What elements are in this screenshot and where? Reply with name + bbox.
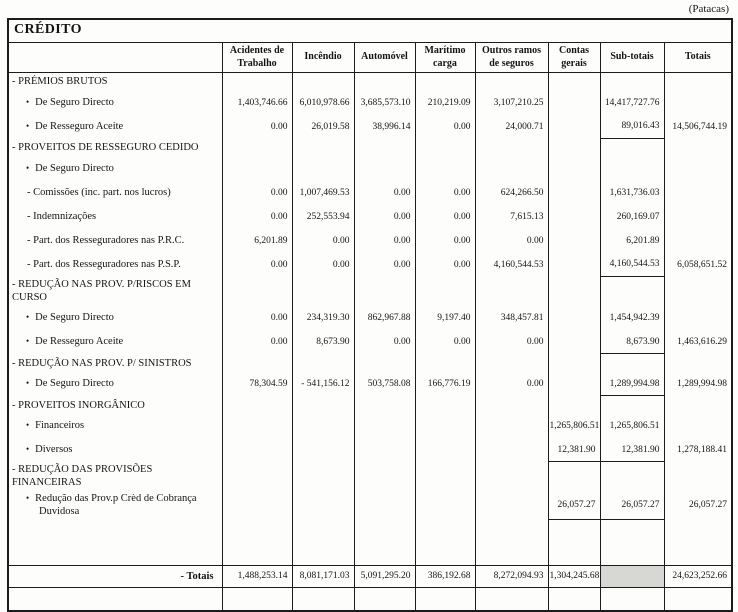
value-cell: 210,219.09 [415, 91, 475, 115]
value-cell: 0.00 [415, 229, 475, 253]
value-cell [600, 139, 664, 157]
value-cell [292, 157, 354, 181]
row-label [8, 414, 222, 438]
section-row [8, 73, 732, 91]
value-cell: 1,463,616.29 [664, 330, 732, 354]
column-header-row [8, 43, 732, 73]
value-cell: 0.00 [292, 229, 354, 253]
value-cell: 1,403,746.66 [222, 91, 292, 115]
table-title-row [8, 19, 732, 43]
value-cell: 0.00 [415, 205, 475, 229]
credit-table [7, 18, 733, 612]
value-cell: 0.00 [415, 253, 475, 277]
value-cell: 260,169.07 [600, 205, 664, 229]
row-label-text: De Seguro Directo [35, 162, 114, 174]
value-cell: 0.00 [475, 372, 548, 396]
value-cell: 0.00 [415, 181, 475, 205]
row-label: - PRÉMIOS BRUTOS [8, 73, 222, 91]
value-cell [415, 491, 475, 519]
value-cell [354, 519, 415, 565]
value-cell: 4,160,544.53 [600, 253, 664, 277]
value-cell: 0.00 [222, 205, 292, 229]
value-cell: 78,304.59 [222, 372, 292, 396]
value-cell [548, 139, 600, 157]
bullet-icon: • [26, 444, 30, 455]
table-row [8, 587, 732, 611]
value-cell [600, 354, 664, 372]
value-cell [222, 277, 292, 306]
value-cell [222, 396, 292, 414]
value-cell [664, 354, 732, 372]
value-cell: 1,631,736.03 [600, 181, 664, 205]
column-header-maritimo: Marítimo carga [415, 43, 475, 73]
row-label-text: De Resseguro Aceite [35, 336, 124, 348]
row-label [8, 115, 222, 139]
value-cell [354, 438, 415, 462]
value-cell [664, 73, 732, 91]
value-cell [548, 253, 600, 277]
value-cell: 0.00 [415, 330, 475, 354]
value-cell: 166,776.19 [415, 372, 475, 396]
bullet-icon: • [26, 162, 30, 173]
value-cell [292, 396, 354, 414]
value-cell: 24,000.71 [475, 115, 548, 139]
value-cell [222, 73, 292, 91]
value-cell: 6,010,978.66 [292, 91, 354, 115]
value-cell [548, 330, 600, 354]
table-row [8, 253, 732, 277]
value-cell [600, 396, 664, 414]
value-cell: 234,319.30 [292, 306, 354, 330]
row-label: - Totais [8, 565, 222, 587]
row-label-text: Financeiros [35, 420, 85, 432]
value-cell: 1,278,188.41 [664, 438, 732, 462]
value-cell [415, 438, 475, 462]
value-cell [292, 519, 354, 565]
value-cell: 0.00 [292, 253, 354, 277]
column-header-outros-ramos: Outros ramos de seguros [475, 43, 548, 73]
totals-row [8, 565, 732, 587]
table-row [8, 205, 732, 229]
value-cell [475, 491, 548, 519]
value-cell: 8,673.90 [292, 330, 354, 354]
row-label [8, 519, 222, 565]
value-cell: 1,289,994.98 [664, 372, 732, 396]
value-cell: 26,057.27 [600, 491, 664, 519]
value-cell [664, 414, 732, 438]
value-cell [548, 205, 600, 229]
value-cell [664, 157, 732, 181]
value-cell: 1,304,245.68 [548, 565, 600, 587]
value-cell [415, 396, 475, 414]
row-label-text: De Seguro Directo [35, 378, 114, 390]
value-cell [415, 139, 475, 157]
column-header-incendio: Incêndio [292, 43, 354, 73]
value-cell [292, 139, 354, 157]
value-cell [475, 396, 548, 414]
column-header-acidentes: Acidentes de Trabalho [222, 43, 292, 73]
value-cell: 8,272,094.93 [475, 565, 548, 587]
row-label-text: Redução das Prov.p Crèd de Cobrança Duvidosa [35, 493, 197, 518]
value-cell [664, 205, 732, 229]
row-label [8, 157, 222, 181]
value-cell [548, 115, 600, 139]
value-cell: 8,673.90 [600, 330, 664, 354]
value-cell [600, 565, 664, 587]
value-cell: 0.00 [222, 306, 292, 330]
value-cell: 0.00 [222, 115, 292, 139]
row-label-text: De Seguro Directo [35, 96, 114, 108]
value-cell [548, 277, 600, 306]
table-row [8, 414, 732, 438]
value-cell [222, 139, 292, 157]
value-cell [354, 414, 415, 438]
row-label: - REDUÇÃO NAS PROV. P/ SINISTROS [8, 354, 222, 372]
row-label: - Part. dos Resseguradores nas P.R.C. [8, 229, 222, 253]
table-row [8, 330, 732, 354]
row-label: - PROVEITOS DE RESSEGURO CEDIDO [8, 139, 222, 157]
section-row [8, 354, 732, 372]
value-cell [292, 462, 354, 491]
value-cell [475, 414, 548, 438]
value-cell [354, 157, 415, 181]
value-cell [548, 462, 600, 491]
value-cell: 4,160,544.53 [475, 253, 548, 277]
row-label [8, 438, 222, 462]
value-cell [548, 73, 600, 91]
row-label-text: De Seguro Directo [35, 312, 114, 324]
value-cell [664, 277, 732, 306]
value-cell: 1,007,469.53 [292, 181, 354, 205]
value-cell: 26,057.27 [664, 491, 732, 519]
table-row [8, 438, 732, 462]
row-label: - Comissões (inc. part. nos lucros) [8, 181, 222, 205]
value-cell: 0.00 [354, 330, 415, 354]
value-cell [354, 73, 415, 91]
value-cell: 503,758.08 [354, 372, 415, 396]
value-cell: 862,967.88 [354, 306, 415, 330]
value-cell [475, 462, 548, 491]
value-cell [292, 354, 354, 372]
value-cell: 1,488,253.14 [222, 565, 292, 587]
value-cell: 1,265,806.51 [548, 414, 600, 438]
value-cell [222, 462, 292, 491]
column-header-contas-gerais: Contas gerais [548, 43, 600, 73]
value-cell [548, 354, 600, 372]
value-cell [548, 372, 600, 396]
value-cell [222, 157, 292, 181]
value-cell: 9,197.40 [415, 306, 475, 330]
value-cell [415, 157, 475, 181]
value-cell: 1,454,942.39 [600, 306, 664, 330]
value-cell [600, 587, 664, 611]
value-cell [415, 587, 475, 611]
value-cell [664, 229, 732, 253]
bullet-icon: • [26, 120, 30, 131]
value-cell: 38,996.14 [354, 115, 415, 139]
value-cell [292, 587, 354, 611]
value-cell [354, 462, 415, 491]
row-label [8, 491, 222, 519]
value-cell [354, 491, 415, 519]
value-cell: 252,553.94 [292, 205, 354, 229]
value-cell [415, 414, 475, 438]
bullet-icon: • [26, 96, 30, 107]
value-cell [292, 277, 354, 306]
row-label: - Indemnizações [8, 205, 222, 229]
value-cell [354, 396, 415, 414]
value-cell [600, 277, 664, 306]
value-cell [415, 519, 475, 565]
value-cell [475, 519, 548, 565]
value-cell [475, 277, 548, 306]
table-row [8, 229, 732, 253]
value-cell [415, 354, 475, 372]
value-cell [600, 73, 664, 91]
value-cell [664, 139, 732, 157]
value-cell [475, 587, 548, 611]
value-cell [354, 587, 415, 611]
value-cell: 5,091,295.20 [354, 565, 415, 587]
value-cell: 89,016.43 [600, 115, 664, 139]
value-cell [475, 354, 548, 372]
value-cell: 348,457.81 [475, 306, 548, 330]
value-cell: 14,506,744.19 [664, 115, 732, 139]
value-cell [548, 229, 600, 253]
value-cell [354, 277, 415, 306]
value-cell [222, 438, 292, 462]
value-cell [548, 587, 600, 611]
value-cell [292, 438, 354, 462]
value-cell: 0.00 [475, 330, 548, 354]
table-row [8, 306, 732, 330]
row-label: - REDUÇÃO DAS PROVISÕES FINANCEIRAS [8, 462, 222, 491]
value-cell [664, 587, 732, 611]
column-header-empty [8, 43, 222, 73]
value-cell [292, 414, 354, 438]
value-cell: 3,685,573.10 [354, 91, 415, 115]
section-row [8, 277, 732, 306]
value-cell [222, 519, 292, 565]
value-cell [548, 306, 600, 330]
value-cell: 7,615.13 [475, 205, 548, 229]
value-cell [600, 462, 664, 491]
value-cell: 24,623,252.66 [664, 565, 732, 587]
value-cell: 6,201.89 [600, 229, 664, 253]
value-cell: 386,192.68 [415, 565, 475, 587]
value-cell: 0.00 [354, 205, 415, 229]
value-cell [222, 414, 292, 438]
bullet-icon: • [26, 336, 30, 347]
table-title: CRÉDITO [8, 19, 732, 43]
value-cell [664, 181, 732, 205]
value-cell [415, 277, 475, 306]
row-label: - Part. dos Resseguradores nas P.S.P. [8, 253, 222, 277]
value-cell: 0.00 [222, 330, 292, 354]
column-header-sub-totais: Sub-totais [600, 43, 664, 73]
row-label: - PROVEITOS INORGÂNICO [8, 396, 222, 414]
value-cell [354, 139, 415, 157]
row-label: - REDUÇÃO NAS PROV. P/RISCOS EM CURSO [8, 277, 222, 306]
value-cell [292, 491, 354, 519]
value-cell: 0.00 [222, 253, 292, 277]
bullet-icon: • [26, 493, 30, 503]
bullet-icon: • [26, 312, 30, 323]
row-label [8, 91, 222, 115]
row-label [8, 587, 222, 611]
currency-unit-note: (Patacas) [688, 3, 729, 15]
table-row [8, 372, 732, 396]
value-cell [548, 157, 600, 181]
row-label [8, 372, 222, 396]
value-cell: 12,381.90 [548, 438, 600, 462]
value-cell [664, 91, 732, 115]
value-cell [475, 157, 548, 181]
value-cell: 0.00 [354, 229, 415, 253]
table-body [8, 73, 732, 612]
bullet-icon: • [26, 378, 30, 389]
value-cell [548, 181, 600, 205]
value-cell: 0.00 [354, 181, 415, 205]
value-cell: 0.00 [415, 115, 475, 139]
section-row [8, 139, 732, 157]
value-cell [600, 519, 664, 565]
value-cell: 0.00 [475, 229, 548, 253]
value-cell [548, 91, 600, 115]
table-row [8, 91, 732, 115]
value-cell [222, 354, 292, 372]
row-label [8, 330, 222, 354]
value-cell [354, 354, 415, 372]
value-cell [415, 73, 475, 91]
value-cell [664, 396, 732, 414]
value-cell [222, 491, 292, 519]
table-row [8, 115, 732, 139]
table-row [8, 491, 732, 519]
section-row [8, 396, 732, 414]
section-row [8, 462, 732, 491]
value-cell: 6,058,651.52 [664, 253, 732, 277]
value-cell [415, 462, 475, 491]
bullet-icon: • [26, 420, 30, 431]
value-cell: 14,417,727.76 [600, 91, 664, 115]
column-header-automovel: Automóvel [354, 43, 415, 73]
value-cell [292, 73, 354, 91]
row-label [8, 306, 222, 330]
value-cell: 26,057.27 [548, 491, 600, 519]
value-cell: 26,019.58 [292, 115, 354, 139]
table-row [8, 519, 732, 565]
value-cell [600, 157, 664, 181]
value-cell: 6,201.89 [222, 229, 292, 253]
value-cell: - 541,156.12 [292, 372, 354, 396]
value-cell: 624,266.50 [475, 181, 548, 205]
table-row [8, 157, 732, 181]
value-cell [475, 73, 548, 91]
value-cell: 0.00 [222, 181, 292, 205]
column-header-totais: Totais [664, 43, 732, 73]
value-cell [664, 306, 732, 330]
value-cell [664, 519, 732, 565]
row-label-text: Diversos [35, 444, 73, 456]
table-row [8, 181, 732, 205]
value-cell: 12,381.90 [600, 438, 664, 462]
value-cell: 8,081,171.03 [292, 565, 354, 587]
value-cell [548, 519, 600, 565]
row-label-text: De Resseguro Aceite [35, 120, 124, 132]
value-cell: 1,289,994.98 [600, 372, 664, 396]
value-cell [664, 462, 732, 491]
value-cell [475, 139, 548, 157]
value-cell [222, 587, 292, 611]
value-cell [548, 396, 600, 414]
value-cell: 3,107,210.25 [475, 91, 548, 115]
value-cell: 1,265,806.51 [600, 414, 664, 438]
value-cell [475, 438, 548, 462]
value-cell: 0.00 [354, 253, 415, 277]
